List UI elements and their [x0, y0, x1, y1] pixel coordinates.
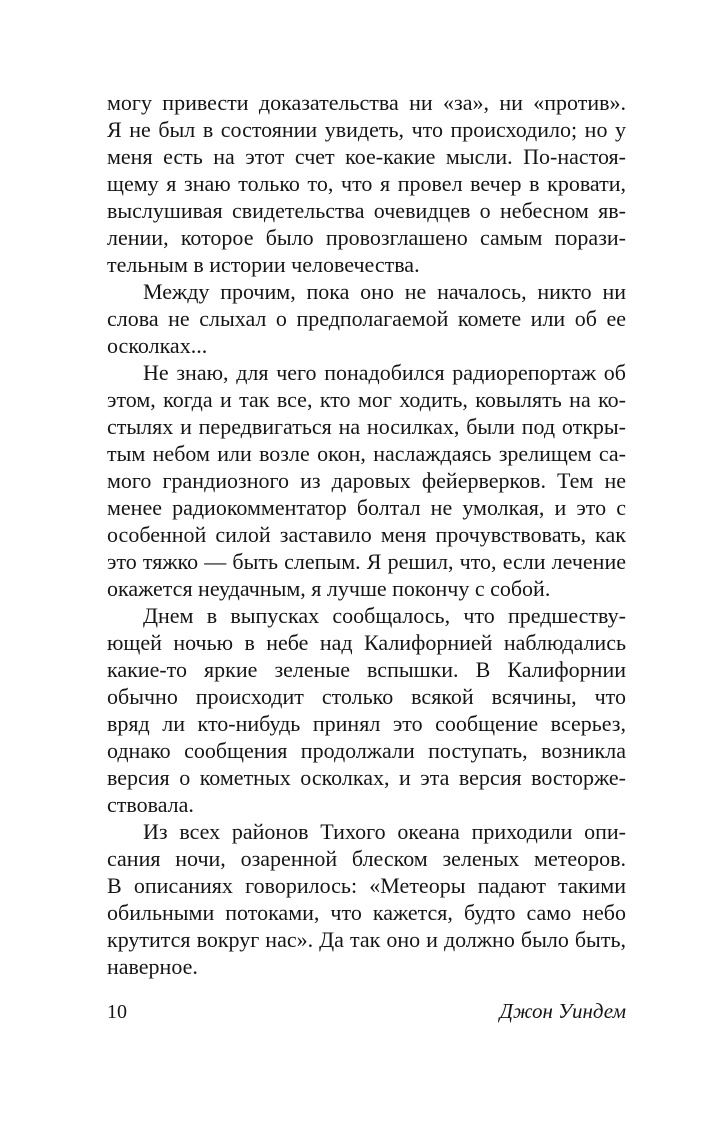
running-title-author: Джон Уиндем: [499, 999, 626, 1023]
text-line: Из всех районов Тихого океана приходили опи-: [143, 819, 626, 844]
text-line: версия о кометных осколках, и эта версия восторже-: [107, 765, 626, 790]
text-line: слова не слыхал о предполагаемой комете или об ее: [107, 306, 626, 331]
paragraph: [107, 818, 626, 980]
text-line: это тяжко — быть слепым. Я решил, что, если лечение: [107, 549, 626, 574]
text-line: тым небом или возле окон, наслаждаясь зрелищем са-: [107, 441, 626, 466]
text-line: окажется неудачным, я лучше покончу с собой.: [107, 576, 551, 601]
text-line: особенной силой заставило меня прочувствовать, как: [107, 522, 626, 547]
page-footer: [107, 999, 626, 1024]
paragraph: [107, 359, 626, 602]
text-line: меня есть на этот счет кое-какие мысли. По-настоя-: [107, 144, 626, 169]
text-line: могу привести доказательства ни «за», ни «против».: [107, 90, 626, 115]
paragraph: [107, 278, 626, 359]
text-line: какие-то яркие зеленые вспышки. В Калифорнии: [107, 657, 626, 682]
text-line: осколках...: [107, 333, 208, 358]
text-line: тельным в истории человечества.: [107, 252, 420, 277]
paragraph: [107, 89, 626, 278]
text-line: выслушивая свидетельства очевидцев о небесном яв-: [107, 198, 626, 223]
page-number: 10: [107, 1001, 127, 1023]
text-line: крутится вокруг нас». Да так оно и должно было быть,: [107, 927, 626, 952]
text-line: менее радиокомментатор болтал не умолкая, и это с: [107, 495, 626, 520]
text-line: вряд ли кто-нибудь принял это сообщение всерьез,: [107, 711, 626, 736]
text-line: Я не был в состоянии увидеть, что происходило; но у: [107, 117, 626, 142]
text-line: мого грандиозного из даровых фейерверков. Тем не: [107, 468, 626, 493]
text-line: сания ночи, озаренной блеском зеленых метеоров.: [107, 846, 626, 871]
text-line: Не знаю, для чего понадобился радиорепортаж об: [143, 360, 626, 385]
text-line: ющей ночью в небе над Калифорнией наблюдались: [107, 630, 626, 655]
text-line: стылях и передвигаться на носилках, были под откры-: [107, 414, 626, 439]
text-line: лении, которое было провозглашено самым порази-: [107, 225, 626, 250]
paragraph: [107, 602, 626, 818]
text-line: обычно происходит столько всякой всячины, что: [107, 684, 626, 709]
text-line: Днем в выпусках сообщалось, что предшеству-: [143, 603, 626, 628]
text-line: однако сообщения продолжали поступать, возникла: [107, 738, 626, 763]
text-line: Между прочим, пока оно не началось, никто ни: [143, 279, 626, 304]
text-line: наверное.: [107, 954, 198, 979]
text-line: этом, когда и так все, кто мог ходить, ковылять на ко-: [107, 387, 626, 412]
text-line: ствовала.: [107, 792, 194, 817]
text-line: щему я знаю только то, что я провел вечер в кровати,: [107, 171, 626, 196]
page-text: [107, 89, 626, 980]
text-line: В описаниях говорилось: «Метеоры падают такими: [107, 873, 626, 898]
text-line: обильными потоками, что кажется, будто само небо: [107, 900, 626, 925]
